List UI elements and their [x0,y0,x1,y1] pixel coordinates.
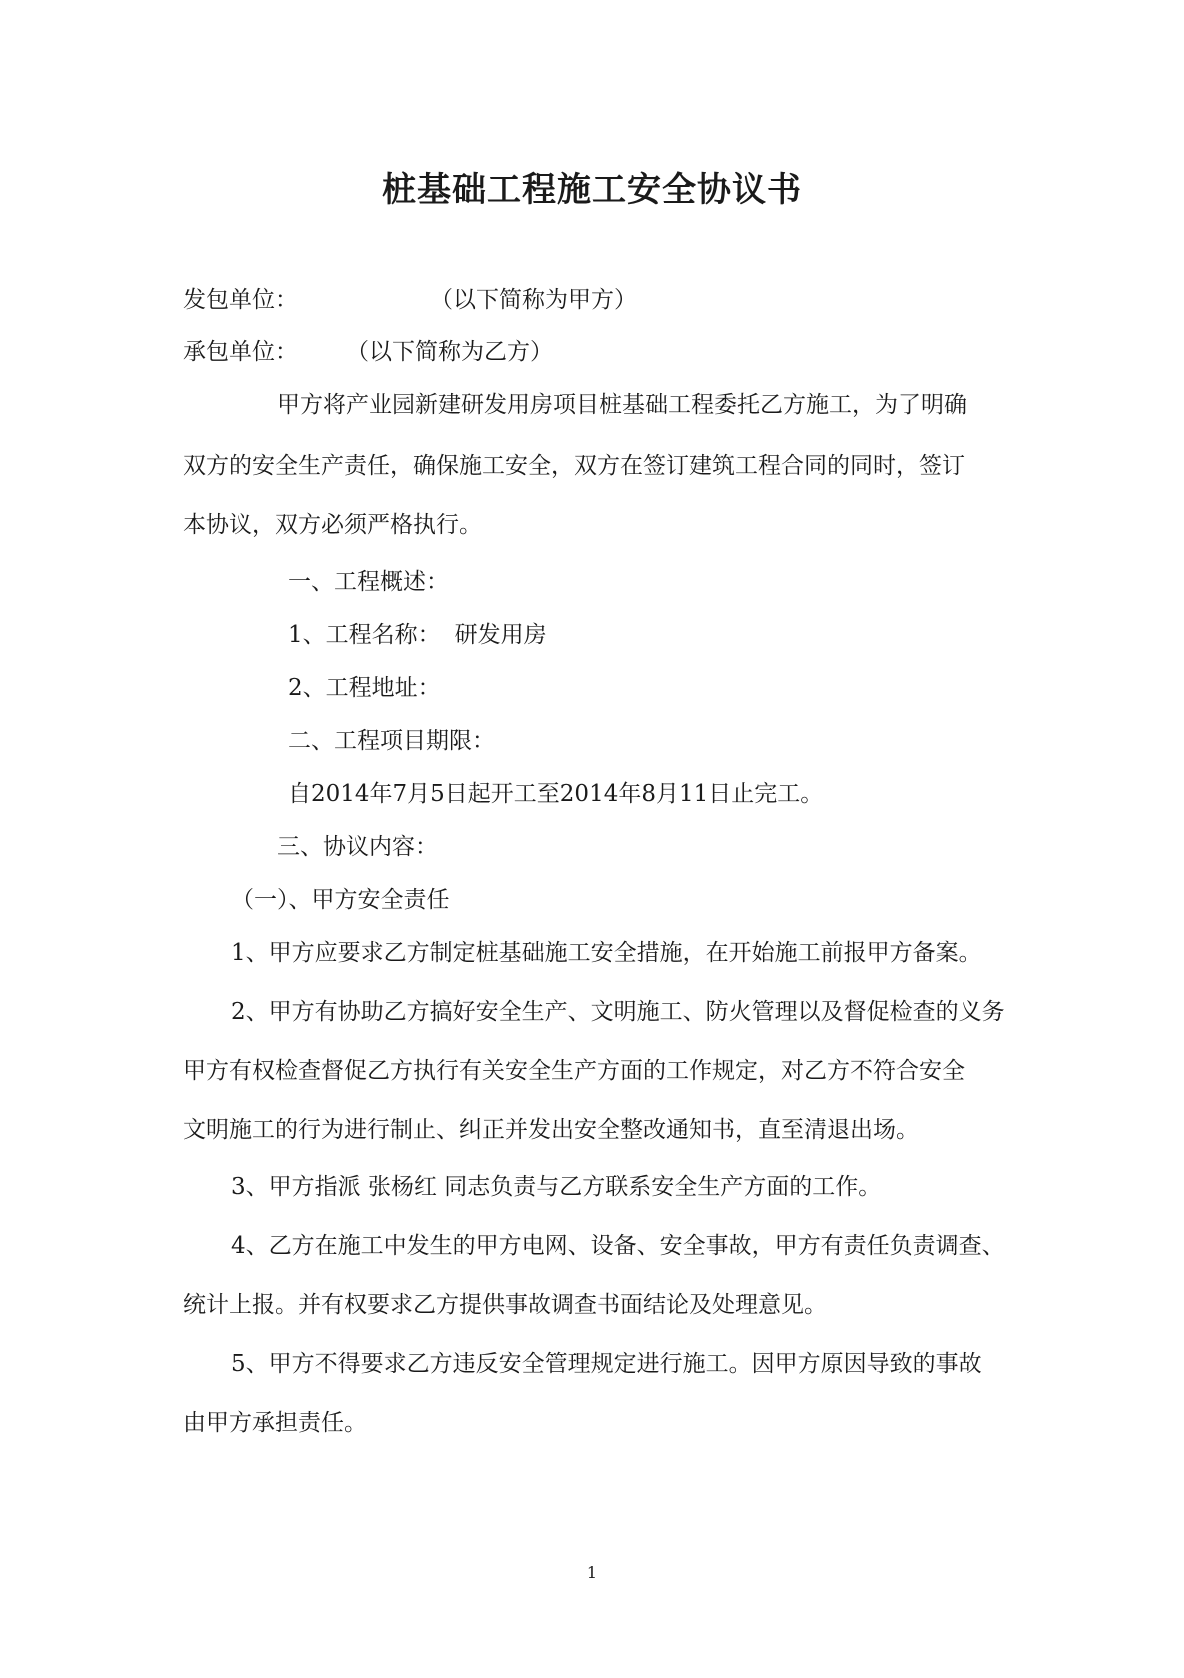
project-name-label: 1、工程名称： [288,622,441,648]
project-name-value: 研发用房 [454,622,547,648]
section-2-heading: 二、工程项目期限： [288,728,495,754]
document-title: 桩基础工程施工安全协议书 [382,170,802,210]
clause-line-6: 4、乙方在施工中发生的甲方电网、设备、安全事故，甲方有责任负责调查、 [231,1233,1005,1259]
clause-line-8: 5、甲方不得要求乙方违反安全管理规定进行施工。因甲方原因导致的事故 [231,1351,982,1377]
party-a-line [183,285,1013,315]
clause-line-2: 2、甲方有协助乙方搞好安全生产、文明施工、防火管理以及督促检查的义务 [231,999,1005,1025]
project-address-label: 2、工程地址： [288,675,441,701]
clause-line-7: 统计上报。并有权要求乙方提供事故调查书面结论及处理意见。 [183,1292,827,1318]
section-3-heading: 三、协议内容： [277,834,438,860]
intro-line-1: 甲方将产业园新建研发用房项目桩基础工程委托乙方施工，为了明确 [277,392,967,418]
intro-line-2: 双方的安全生产责任，确保施工安全，双方在签订建筑工程合同的同时，签订 [183,453,965,479]
clause-line-5: 3、甲方指派 张杨红 同志负责与乙方联系安全生产方面的工作。 [231,1174,882,1200]
clause-line-9: 由甲方承担责任。 [183,1410,367,1436]
party-a-note: （以下简称为甲方） [430,287,637,313]
party-b-label: 承包单位： [183,339,298,365]
clause-line-3: 甲方有权检查督促乙方执行有关安全生产方面的工作规定，对乙方不符合安全 [183,1058,965,1084]
subsection-1-heading: （一）、甲方安全责任 [231,887,450,913]
clause-line-4: 文明施工的行为进行制止、纠正并发出安全整改通知书，直至清退出场。 [183,1117,919,1143]
page-number: 1 [586,1563,598,1582]
party-b-note: （以下简称为乙方） [346,339,553,365]
section-1-heading: 一、工程概述： [288,569,449,595]
intro-line-3: 本协议，双方必须严格执行。 [183,512,482,538]
party-a-label: 发包单位： [183,287,298,313]
clause-line-1: 1、甲方应要求乙方制定桩基础施工安全措施，在开始施工前报甲方备案。 [231,940,982,966]
project-period: 自2014年7月5日起开工至2014年8月11日止完工。 [288,781,824,807]
project-name-line [288,620,1118,650]
party-b-line [183,337,1013,367]
